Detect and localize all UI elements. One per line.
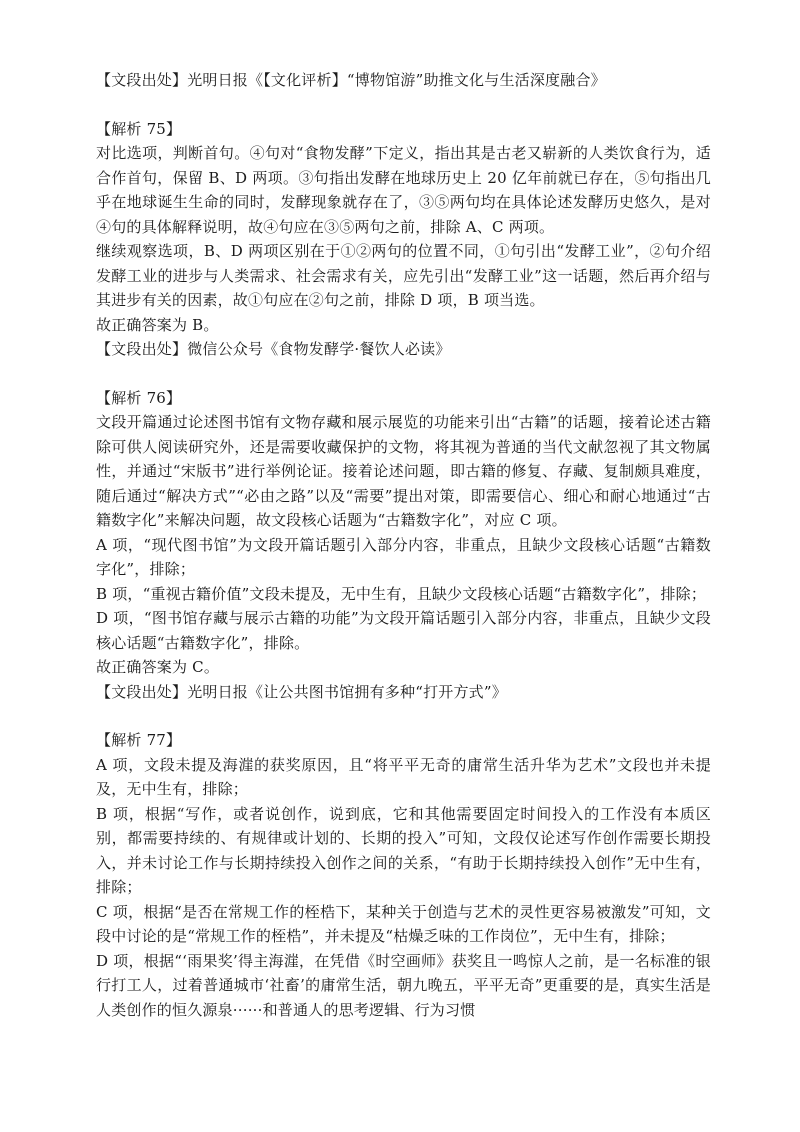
body-paragraph: B 项，根据“写作，或者说创作，说到底，它和其他需要固定时间投入的工作没有本质区别，都需要持续的、有规律或计划的、长期的投入”可知，文段仅论述写作创作需要长期投入，并未讨论工作与长期持续投入创作之间的关系，“有助于长期持续投入创作”无中生有，排除； <box>96 804 711 896</box>
body-paragraph: 文段开篇通过论述图书馆有文物存藏和展示展览的功能来引出“古籍”的话题，接着论述古籍除可供人阅读研究外，还是需要收藏保护的文物，将其视为普通的当代文献忽视了其文物属性，并通过“宋版书”进行举例论证。接着论述问题，即古籍的修复、存藏、复制颇具难度，随后通过“解决方式”“必由之路”以及“需要”提出对策，即需要信心、细心和耐心地通过“古籍数字化”来解决问题，故文段核心话题为“古籍数字化”，对应 C 项。 <box>96 413 711 529</box>
source-citation: 【文段出处】光明日报《让公共图书馆拥有多种“打开方式”》 <box>96 682 507 701</box>
body-paragraph: D 项，“图书馆存藏与展示古籍的功能”为文段开篇话题引入部分内容，非重点，且缺少文段核心话题“古籍数字化”，排除。 <box>96 609 711 652</box>
body-paragraph: 故正确答案为 C。 <box>96 658 220 676</box>
paragraph-gap <box>96 93 711 117</box>
body-paragraph: 继续观察选项，B、D 两项区别在于①②两句的位置不同，①句引出“发酵工业”，②句介绍发酵工业的进步与人类需求、社会需求有关，应先引出“发酵工业”这一话题，然后再介绍与其进步有关的因素，故①句应在②句之前，排除 D 项，B 项当选。 <box>96 242 711 309</box>
body-paragraph: B 项，“重视古籍价值”文段未提及，无中生有，且缺少文段核心话题“古籍数字化”，排除； <box>96 584 707 603</box>
analysis-heading: 【解析 75】 <box>96 119 182 138</box>
source-citation: 【文段出处】光明日报《【文化评析】“博物馆游”助推文化与生活深度融合》 <box>96 71 606 89</box>
analysis-heading: 【解析 76】 <box>96 388 182 407</box>
paragraph-gap <box>96 362 711 386</box>
body-paragraph: C 项，根据“是否在常规工作的桎梏下，某种关于创造与艺术的灵性更容易被激发”可知，文段中讨论的是“常规工作的桎梏”，并未提及“枯燥乏味的工作岗位”，无中生有，排除； <box>96 902 711 945</box>
body-paragraph: 故正确答案为 B。 <box>96 315 219 334</box>
body-paragraph: A 项，“现代图书馆”为文段开篇话题引入部分内容，非重点，且缺少文段核心话题“古籍数字化”，排除； <box>96 535 711 578</box>
analysis-heading: 【解析 77】 <box>96 731 182 749</box>
paragraph-gap <box>96 704 711 728</box>
document-page <box>96 68 711 1022</box>
body-paragraph: A 项，文段未提及海漄的获奖原因，且“将平平无奇的庸常生活升华为艺术”文段也并未提及，无中生有，排除； <box>96 755 711 798</box>
body-paragraph: D 项，根据“‘雨果奖’得主海漄，在凭借《时空画师》获奖且一鸣惊人之前，是一名标准的银行打工人，过着普通城市‘社畜’的庸常生活，朝九晚五，平平无奇”更重要的是，真实生活是人类创作的恒久源泉······和普通人的思考逻辑、行为习惯 <box>96 951 711 1019</box>
body-paragraph: 对比选项，判断首句。④句对“食物发酵”下定义，指出其是古老又崭新的人类饮食行为，适合作首句，保留 B、D 两项。③句指出发酵在地球历史上 20 亿年前就已存在，⑤句指出几乎在地球诞生生命的同时，发酵现象就存在了，③⑤两句均在具体论述发酵历史悠久，是对④句的具体解释说明，故④句应在③⑤两句之前，排除 A、C 两项。 <box>96 144 711 236</box>
source-citation: 【文段出处】微信公众号《食物发酵学·餐饮人必读》 <box>96 340 451 358</box>
